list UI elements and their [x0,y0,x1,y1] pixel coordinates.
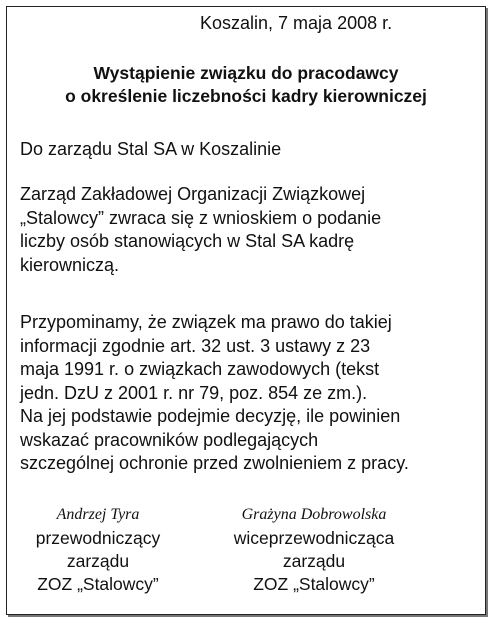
place-date: Koszalin, 7 maja 2008 r. [200,13,393,33]
text-line: Zarząd Zakładowej Organizacji Związkowej [20,184,366,204]
signature-block-vice-chairman [213,503,415,596]
text-line: jedn. DzU z 2001 r. nr 79, poz. 854 ze zm.). [20,382,368,403]
text-line: informacji zgodnie art. 32 ust. 3 ustawy z 23 [20,335,371,356]
text-line: liczby osób stanowiących w Stal SA kadrę [20,231,355,251]
signature-block-chairman [14,503,182,596]
signature-role-line: zarządu [282,551,346,571]
signature-name: Andrzej Tyra [56,506,140,523]
signature-role-line: ZOZ „Stalowcy” [253,574,375,594]
signature-name: Grażyna Dobrowolska [241,506,387,523]
recipient: Do zarządu Stal SA w Koszalinie [20,139,282,159]
text-line: Na jej podstawie podejmie decyzję, ile powinien [20,406,401,426]
text-line: kierowniczą. [20,254,120,275]
heading-line: o określenie liczebności kadry kierowniczej [65,86,427,106]
text-line: „Stalowcy” zwraca się z wnioskiem o podanie [20,207,382,228]
text-line: maja 1991 r. o związkach zawodowych (tekst [20,359,380,379]
signature-role-line: przewodniczący [35,528,161,548]
text-line: Przypominamy, że związek ma prawo do takiej [20,312,392,332]
signature-role-line: ZOZ „Stalowcy” [37,574,159,594]
paragraph-request [20,183,381,277]
text-line: wskazać pracowników podlegających [20,429,319,450]
heading-line: Wystąpienie związku do pracodawcy [93,63,399,83]
signature-role-line: wiceprzewodnicząca [233,528,395,548]
signature-role-line: zarządu [66,551,130,571]
paragraph-legal-basis [20,311,409,476]
letter-heading [0,62,492,108]
text-line: szczególnej ochronie przed zwolnieniem z pracy. [20,453,409,473]
